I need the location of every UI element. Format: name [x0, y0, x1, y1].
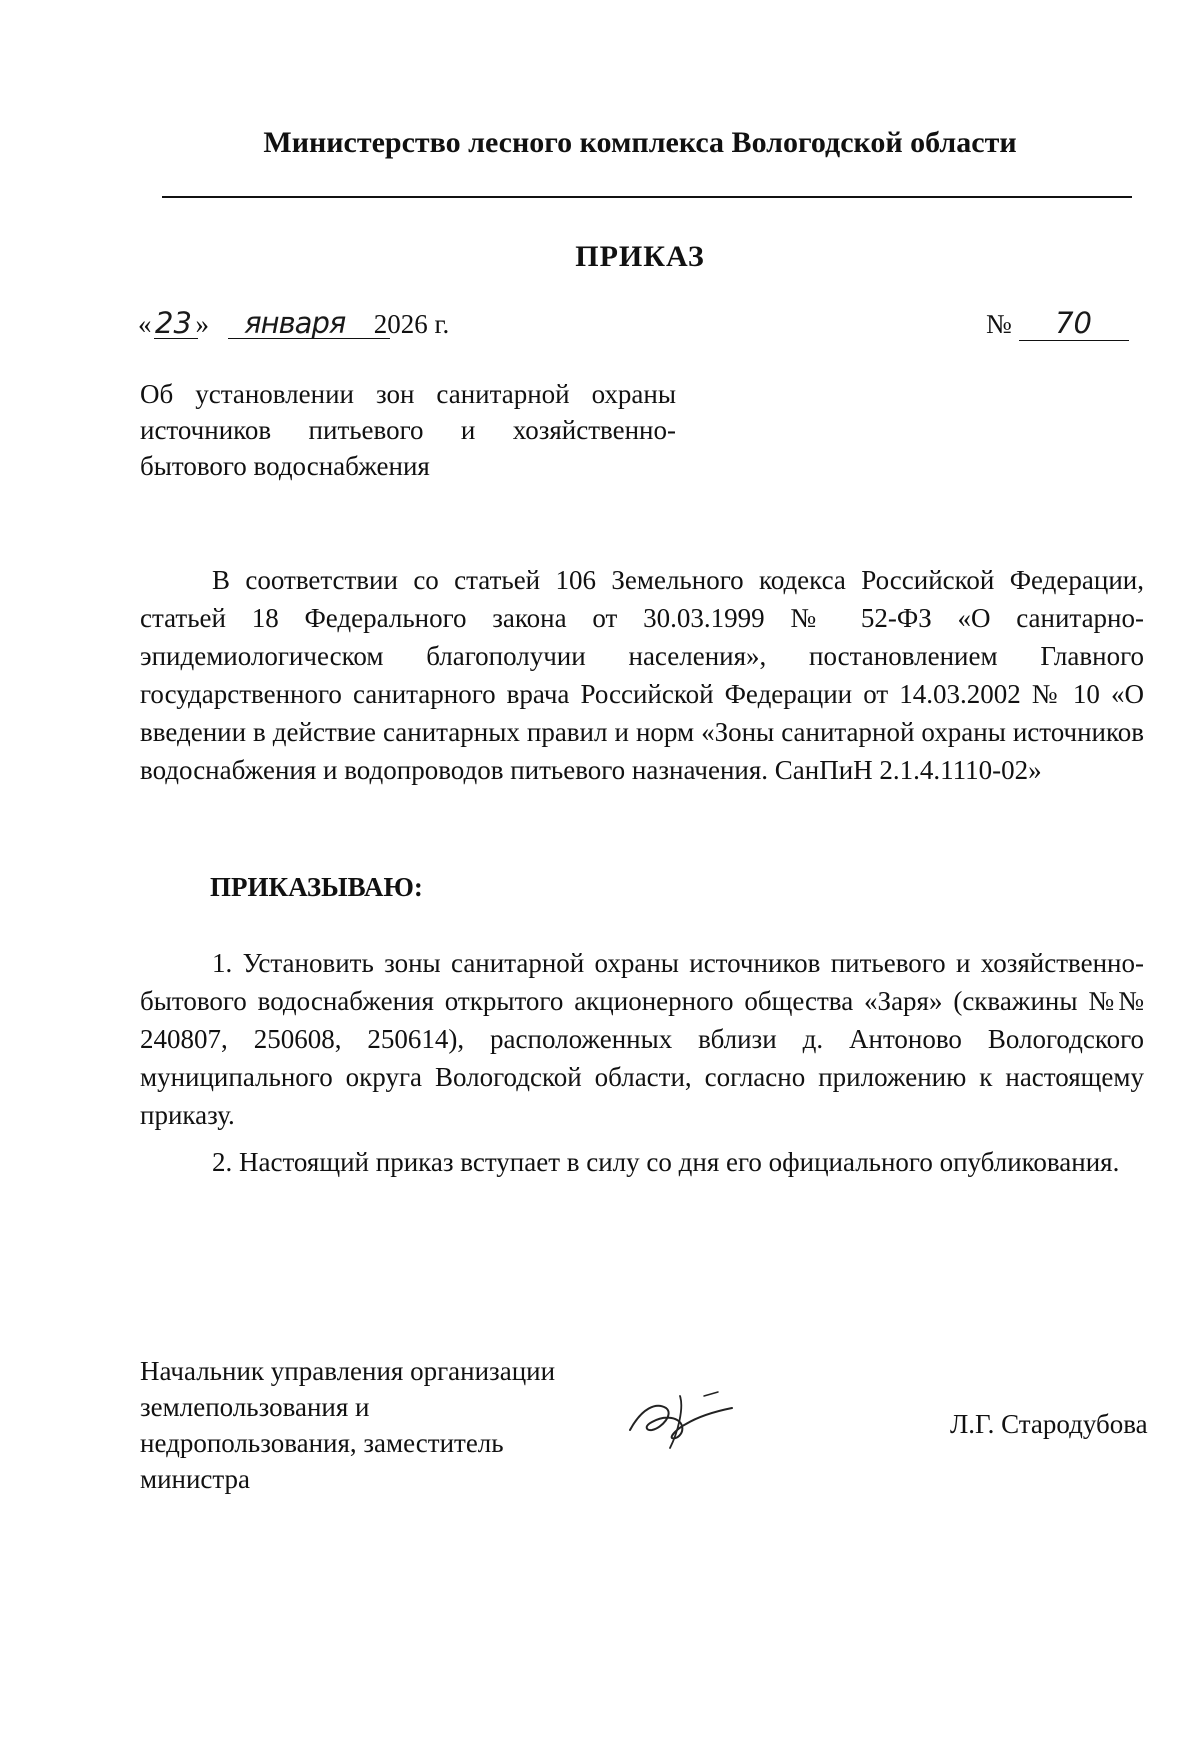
order-date — [138, 306, 449, 340]
signatory-name: Л.Г. Стародубова — [950, 1409, 1148, 1439]
order-subject: Об установлении зон санитарной охраны источников питьевого и хозяйственно-бытового водоснабжения — [140, 379, 676, 481]
order-number — [986, 306, 1129, 341]
signatory-title: Начальник управления организации землепользования и недропользования, заместитель министра — [140, 1356, 556, 1494]
month-underline — [228, 338, 390, 339]
preamble-paragraph: В соответствии со статьей 106 Земельного кодекса Российской Федерации, статьей 18 Федерального закона от 30.03.1999 № 52-ФЗ «О санитарно-эпидемиологическом благополучии населения», постановлением Главного государственного санитарного врача Российской Федерации от 14.03.2002 № 10 «О введении в действие санитарных правил и норм «Зоны санитарной охраны источников водоснабжения и водопроводов питьевого назначения. СанПиН 2.1.4.1110-02» — [140, 565, 1144, 785]
handwritten-signature — [622, 1378, 742, 1458]
number-label: № — [986, 309, 1012, 339]
handwritten-number: 70 — [1019, 306, 1129, 341]
order-item-1: 1. Установить зоны санитарной охраны источников питьевого и хозяйственно-бытового водоснабжения открытого акционерного общества «Заря» (скважины №№ 240807, 250608, 250614), расположенных вблизи д. Антоново Вологодского муниципального округа Вологодской области, согласно приложению к настоящему приказу. — [140, 948, 1144, 1130]
order-item-2: 2. Настоящий приказ вступает в силу со дня его официального опубликования. — [212, 1147, 1120, 1177]
date-year: 2026 г. — [373, 309, 450, 339]
date-close-quote: » — [195, 309, 209, 339]
handwritten-day: 23 — [155, 306, 192, 340]
ministry-name: Министерство лесного комплекса Вологодской области — [263, 126, 1017, 159]
header-divider — [162, 196, 1132, 198]
document-type-title: ПРИКАЗ — [575, 240, 705, 273]
handwritten-month: января — [244, 306, 346, 340]
day-underline — [154, 338, 198, 339]
date-open-quote: « — [138, 309, 152, 339]
orders-heading: ПРИКАЗЫВАЮ: — [210, 872, 423, 902]
